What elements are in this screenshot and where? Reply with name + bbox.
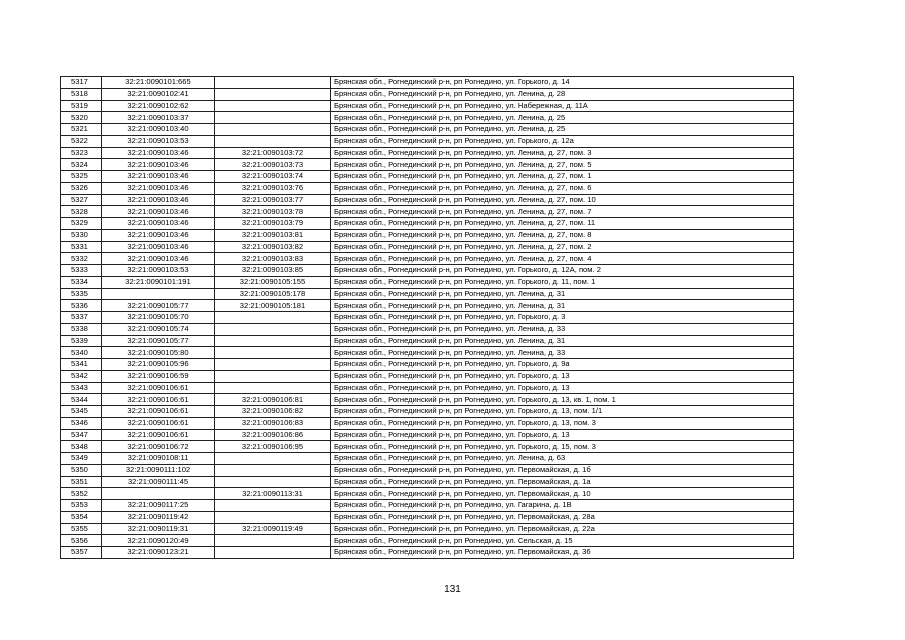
table-row (61, 112, 794, 124)
cadastral-number-cell: 32:21:0090103:46 (102, 229, 215, 241)
premises-cadastral-number-cell (215, 464, 331, 476)
table-row (61, 347, 794, 359)
table-row (61, 100, 794, 112)
premises-cadastral-number-cell: 32:21:0090103:74 (215, 171, 331, 183)
cadastral-number-cell: 32:21:0090106:61 (102, 382, 215, 394)
table-row (61, 194, 794, 206)
address-cell: Брянская обл., Рогнединский р-н, рп Рогнедино, ул. Горького, д. 13, кв. 1, пом. 1 (331, 394, 794, 406)
table-row (61, 241, 794, 253)
row-number-cell: 5345 (61, 406, 102, 418)
premises-cadastral-number-cell (215, 370, 331, 382)
cadastral-number-cell: 32:21:0090111:102 (102, 464, 215, 476)
row-number-cell: 5346 (61, 417, 102, 429)
row-number-cell: 5336 (61, 300, 102, 312)
row-number-cell: 5333 (61, 265, 102, 277)
address-cell: Брянская обл., Рогнединский р-н, рп Рогнедино, ул. Горького, д. 11, пом. 1 (331, 276, 794, 288)
cadastral-number-cell: 32:21:0090106:61 (102, 406, 215, 418)
row-number-cell: 5344 (61, 394, 102, 406)
address-cell: Брянская обл., Рогнединский р-н, рп Рогнедино, ул. Горького, д. 14 (331, 77, 794, 89)
table-row (61, 159, 794, 171)
premises-cadastral-number-cell (215, 323, 331, 335)
address-cell: Брянская обл., Рогнединский р-н, рп Рогнедино, ул. Горького, д. 13 (331, 370, 794, 382)
address-cell: Брянская обл., Рогнединский р-н, рп Рогнедино, ул. Сельская, д. 15 (331, 535, 794, 547)
cadastral-number-cell: 32:21:0090102:41 (102, 88, 215, 100)
row-number-cell: 5341 (61, 359, 102, 371)
cadastral-number-cell: 32:21:0090105:77 (102, 335, 215, 347)
row-number-cell: 5323 (61, 147, 102, 159)
address-cell: Брянская обл., Рогнединский р-н, рп Рогнедино, ул. Ленина, д. 33 (331, 347, 794, 359)
address-cell: Брянская обл., Рогнединский р-н, рп Рогнедино, ул. Первомайская, д. 22а (331, 523, 794, 535)
address-cell: Брянская обл., Рогнединский р-н, рп Рогнедино, ул. Ленина, д. 27, пом. 8 (331, 229, 794, 241)
table-row (61, 511, 794, 523)
cadastral-number-cell: 32:21:0090103:46 (102, 147, 215, 159)
premises-cadastral-number-cell (215, 476, 331, 488)
premises-cadastral-number-cell (215, 77, 331, 89)
address-cell: Брянская обл., Рогнединский р-н, рп Рогнедино, ул. Ленина, д. 27, пом. 11 (331, 218, 794, 230)
address-cell: Брянская обл., Рогнединский р-н, рп Рогнедино, ул. Горького, д. 15, пом. 3 (331, 441, 794, 453)
table-row (61, 135, 794, 147)
premises-cadastral-number-cell: 32:21:0090106:82 (215, 406, 331, 418)
row-number-cell: 5347 (61, 429, 102, 441)
cadastral-number-cell (102, 488, 215, 500)
premises-cadastral-number-cell: 32:21:0090103:82 (215, 241, 331, 253)
page-number: 131 (444, 584, 461, 595)
row-number-cell: 5327 (61, 194, 102, 206)
table-row (61, 312, 794, 324)
table-row (61, 394, 794, 406)
table-row (61, 229, 794, 241)
cadastral-number-cell: 32:21:0090106:61 (102, 394, 215, 406)
row-number-cell: 5339 (61, 335, 102, 347)
cadastral-number-cell: 32:21:0090106:72 (102, 441, 215, 453)
address-cell: Брянская обл., Рогнединский р-н, рп Рогнедино, ул. Горького, д. 9а (331, 359, 794, 371)
table-row (61, 370, 794, 382)
address-cell: Брянская обл., Рогнединский р-н, рп Рогнедино, ул. Ленина, д. 33 (331, 323, 794, 335)
premises-cadastral-number-cell (215, 500, 331, 512)
address-cell: Брянская обл., Рогнединский р-н, рп Рогнедино, ул. Ленина, д. 31 (331, 300, 794, 312)
premises-cadastral-number-cell: 32:21:0090105:178 (215, 288, 331, 300)
table-row (61, 359, 794, 371)
table-row (61, 265, 794, 277)
cadastral-number-cell: 32:21:0090105:74 (102, 323, 215, 335)
address-cell: Брянская обл., Рогнединский р-н, рп Рогнедино, ул. Горького, д. 3 (331, 312, 794, 324)
row-number-cell: 5353 (61, 500, 102, 512)
cadastral-number-cell: 32:21:0090111:45 (102, 476, 215, 488)
cadastral-number-cell: 32:21:0090123:21 (102, 547, 215, 559)
cadastral-number-cell: 32:21:0090106:61 (102, 417, 215, 429)
row-number-cell: 5325 (61, 171, 102, 183)
cadastral-number-cell: 32:21:0090101:665 (102, 77, 215, 89)
cadastral-number-cell: 32:21:0090105:96 (102, 359, 215, 371)
address-cell: Брянская обл., Рогнединский р-н, рп Рогнедино, ул. Ленина, д. 28 (331, 88, 794, 100)
premises-cadastral-number-cell: 32:21:0090103:76 (215, 182, 331, 194)
premises-cadastral-number-cell: 32:21:0090119:49 (215, 523, 331, 535)
row-number-cell: 5348 (61, 441, 102, 453)
row-number-cell: 5331 (61, 241, 102, 253)
row-number-cell: 5319 (61, 100, 102, 112)
cadastral-number-cell: 32:21:0090117:25 (102, 500, 215, 512)
premises-cadastral-number-cell: 32:21:0090103:77 (215, 194, 331, 206)
table-row (61, 253, 794, 265)
row-number-cell: 5335 (61, 288, 102, 300)
cadastral-number-cell: 32:21:0090103:46 (102, 171, 215, 183)
premises-cadastral-number-cell: 32:21:0090106:86 (215, 429, 331, 441)
register-table-body (61, 77, 794, 559)
property-register-table (60, 76, 794, 559)
table-row (61, 523, 794, 535)
cadastral-number-cell: 32:21:0090101:191 (102, 276, 215, 288)
premises-cadastral-number-cell: 32:21:0090103:85 (215, 265, 331, 277)
table-row (61, 535, 794, 547)
address-cell: Брянская обл., Рогнединский р-н, рп Рогнедино, ул. Ленина, д. 25 (331, 112, 794, 124)
row-number-cell: 5349 (61, 453, 102, 465)
premises-cadastral-number-cell: 32:21:0090103:73 (215, 159, 331, 171)
table-row (61, 476, 794, 488)
row-number-cell: 5334 (61, 276, 102, 288)
cadastral-number-cell: 32:21:0090103:40 (102, 124, 215, 136)
table-row (61, 88, 794, 100)
premises-cadastral-number-cell (215, 382, 331, 394)
address-cell: Брянская обл., Рогнединский р-н, рп Рогнедино, ул. Ленина, д. 27, пом. 3 (331, 147, 794, 159)
table-row (61, 453, 794, 465)
address-cell: Брянская обл., Рогнединский р-н, рп Рогнедино, ул. Первомайская, д. 1б (331, 464, 794, 476)
row-number-cell: 5356 (61, 535, 102, 547)
cadastral-number-cell: 32:21:0090103:53 (102, 135, 215, 147)
premises-cadastral-number-cell (215, 335, 331, 347)
cadastral-number-cell: 32:21:0090103:46 (102, 241, 215, 253)
premises-cadastral-number-cell (215, 347, 331, 359)
premises-cadastral-number-cell (215, 359, 331, 371)
table-row (61, 206, 794, 218)
premises-cadastral-number-cell (215, 312, 331, 324)
premises-cadastral-number-cell: 32:21:0090103:78 (215, 206, 331, 218)
address-cell: Брянская обл., Рогнединский р-н, рп Рогнедино, ул. Набережная, д. 11А (331, 100, 794, 112)
table-row (61, 406, 794, 418)
cadastral-number-cell: 32:21:0090119:31 (102, 523, 215, 535)
table-row (61, 441, 794, 453)
table-row (61, 335, 794, 347)
address-cell: Брянская обл., Рогнединский р-н, рп Рогнедино, ул. Горького, д. 12а (331, 135, 794, 147)
address-cell: Брянская обл., Рогнединский р-н, рп Рогнедино, ул. Ленина, д. 27, пом. 6 (331, 182, 794, 194)
address-cell: Брянская обл., Рогнединский р-н, рп Рогнедино, ул. Ленина, д. 27, пом. 7 (331, 206, 794, 218)
table-row (61, 218, 794, 230)
address-cell: Брянская обл., Рогнединский р-н, рп Рогнедино, ул. Ленина, д. 25 (331, 124, 794, 136)
table-row (61, 171, 794, 183)
row-number-cell: 5338 (61, 323, 102, 335)
row-number-cell: 5317 (61, 77, 102, 89)
row-number-cell: 5332 (61, 253, 102, 265)
cadastral-number-cell: 32:21:0090103:53 (102, 265, 215, 277)
address-cell: Брянская обл., Рогнединский р-н, рп Рогнедино, ул. Первомайская, д. 36 (331, 547, 794, 559)
premises-cadastral-number-cell (215, 135, 331, 147)
table-row (61, 276, 794, 288)
row-number-cell: 5351 (61, 476, 102, 488)
row-number-cell: 5357 (61, 547, 102, 559)
address-cell: Брянская обл., Рогнединский р-н, рп Рогнедино, ул. Горького, д. 12А, пом. 2 (331, 265, 794, 277)
cadastral-number-cell: 32:21:0090103:46 (102, 253, 215, 265)
address-cell: Брянская обл., Рогнединский р-н, рп Рогнедино, ул. Горького, д. 13 (331, 382, 794, 394)
address-cell: Брянская обл., Рогнединский р-н, рп Рогнедино, ул. Ленина, д. 63 (331, 453, 794, 465)
cadastral-number-cell: 32:21:0090119:42 (102, 511, 215, 523)
table-row (61, 300, 794, 312)
premises-cadastral-number-cell: 32:21:0090106:81 (215, 394, 331, 406)
cadastral-number-cell: 32:21:0090105:70 (102, 312, 215, 324)
address-cell: Брянская обл., Рогнединский р-н, рп Рогнедино, ул. Ленина, д. 27, пом. 1 (331, 171, 794, 183)
address-cell: Брянская обл., Рогнединский р-н, рп Рогнедино, ул. Горького, д. 13 (331, 429, 794, 441)
address-cell: Брянская обл., Рогнединский р-н, рп Рогнедино, ул. Первомайская, д. 10 (331, 488, 794, 500)
premises-cadastral-number-cell (215, 124, 331, 136)
address-cell: Брянская обл., Рогнединский р-н, рп Рогнедино, ул. Ленина, д. 31 (331, 288, 794, 300)
address-cell: Брянская обл., Рогнединский р-н, рп Рогнедино, ул. Ленина, д. 27, пом. 10 (331, 194, 794, 206)
row-number-cell: 5326 (61, 182, 102, 194)
row-number-cell: 5321 (61, 124, 102, 136)
premises-cadastral-number-cell: 32:21:0090103:83 (215, 253, 331, 265)
premises-cadastral-number-cell (215, 547, 331, 559)
cadastral-number-cell: 32:21:0090102:62 (102, 100, 215, 112)
address-cell: Брянская обл., Рогнединский р-н, рп Рогнедино, ул. Горького, д. 13, пом. 1/1 (331, 406, 794, 418)
table-row (61, 147, 794, 159)
table-row (61, 288, 794, 300)
table-row (61, 500, 794, 512)
row-number-cell: 5318 (61, 88, 102, 100)
cadastral-number-cell: 32:21:0090103:46 (102, 194, 215, 206)
address-cell: Брянская обл., Рогнединский р-н, рп Рогнедино, ул. Гагарина, д. 1В (331, 500, 794, 512)
table-row (61, 547, 794, 559)
row-number-cell: 5350 (61, 464, 102, 476)
address-cell: Брянская обл., Рогнединский р-н, рп Рогнедино, ул. Ленина, д. 27, пом. 5 (331, 159, 794, 171)
table-row (61, 182, 794, 194)
premises-cadastral-number-cell: 32:21:0090103:81 (215, 229, 331, 241)
row-number-cell: 5337 (61, 312, 102, 324)
table-row (61, 488, 794, 500)
premises-cadastral-number-cell (215, 453, 331, 465)
cadastral-number-cell: 32:21:0090120:49 (102, 535, 215, 547)
premises-cadastral-number-cell: 32:21:0090103:79 (215, 218, 331, 230)
row-number-cell: 5329 (61, 218, 102, 230)
cadastral-number-cell: 32:21:0090105:77 (102, 300, 215, 312)
row-number-cell: 5342 (61, 370, 102, 382)
premises-cadastral-number-cell (215, 511, 331, 523)
cadastral-number-cell: 32:21:0090103:37 (102, 112, 215, 124)
row-number-cell: 5352 (61, 488, 102, 500)
row-number-cell: 5343 (61, 382, 102, 394)
premises-cadastral-number-cell: 32:21:0090113:31 (215, 488, 331, 500)
cadastral-number-cell: 32:21:0090106:61 (102, 429, 215, 441)
address-cell: Брянская обл., Рогнединский р-н, рп Рогнедино, ул. Первомайская, д. 28а (331, 511, 794, 523)
cadastral-number-cell: 32:21:0090108:11 (102, 453, 215, 465)
table-row (61, 417, 794, 429)
table-row (61, 323, 794, 335)
row-number-cell: 5355 (61, 523, 102, 535)
cadastral-number-cell: 32:21:0090105:80 (102, 347, 215, 359)
premises-cadastral-number-cell: 32:21:0090106:95 (215, 441, 331, 453)
row-number-cell: 5322 (61, 135, 102, 147)
cadastral-number-cell: 32:21:0090103:46 (102, 206, 215, 218)
address-cell: Брянская обл., Рогнединский р-н, рп Рогнедино, ул. Первомайская, д. 1а (331, 476, 794, 488)
table-row (61, 464, 794, 476)
row-number-cell: 5354 (61, 511, 102, 523)
row-number-cell: 5340 (61, 347, 102, 359)
table-row (61, 77, 794, 89)
cadastral-number-cell: 32:21:0090106:59 (102, 370, 215, 382)
premises-cadastral-number-cell: 32:21:0090103:72 (215, 147, 331, 159)
address-cell: Брянская обл., Рогнединский р-н, рп Рогнедино, ул. Ленина, д. 31 (331, 335, 794, 347)
address-cell: Брянская обл., Рогнединский р-н, рп Рогнедино, ул. Горького, д. 13, пом. 3 (331, 417, 794, 429)
cadastral-number-cell: 32:21:0090103:46 (102, 218, 215, 230)
address-cell: Брянская обл., Рогнединский р-н, рп Рогнедино, ул. Ленина, д. 27, пом. 2 (331, 241, 794, 253)
row-number-cell: 5320 (61, 112, 102, 124)
row-number-cell: 5328 (61, 206, 102, 218)
premises-cadastral-number-cell: 32:21:0090105:181 (215, 300, 331, 312)
cadastral-number-cell: 32:21:0090103:46 (102, 182, 215, 194)
premises-cadastral-number-cell (215, 88, 331, 100)
premises-cadastral-number-cell: 32:21:0090106:83 (215, 417, 331, 429)
cadastral-number-cell (102, 288, 215, 300)
premises-cadastral-number-cell (215, 535, 331, 547)
table-row (61, 124, 794, 136)
table-row (61, 429, 794, 441)
premises-cadastral-number-cell: 32:21:0090105:155 (215, 276, 331, 288)
row-number-cell: 5324 (61, 159, 102, 171)
row-number-cell: 5330 (61, 229, 102, 241)
premises-cadastral-number-cell (215, 100, 331, 112)
address-cell: Брянская обл., Рогнединский р-н, рп Рогнедино, ул. Ленина, д. 27, пом. 4 (331, 253, 794, 265)
premises-cadastral-number-cell (215, 112, 331, 124)
table-row (61, 382, 794, 394)
cadastral-number-cell: 32:21:0090103:46 (102, 159, 215, 171)
